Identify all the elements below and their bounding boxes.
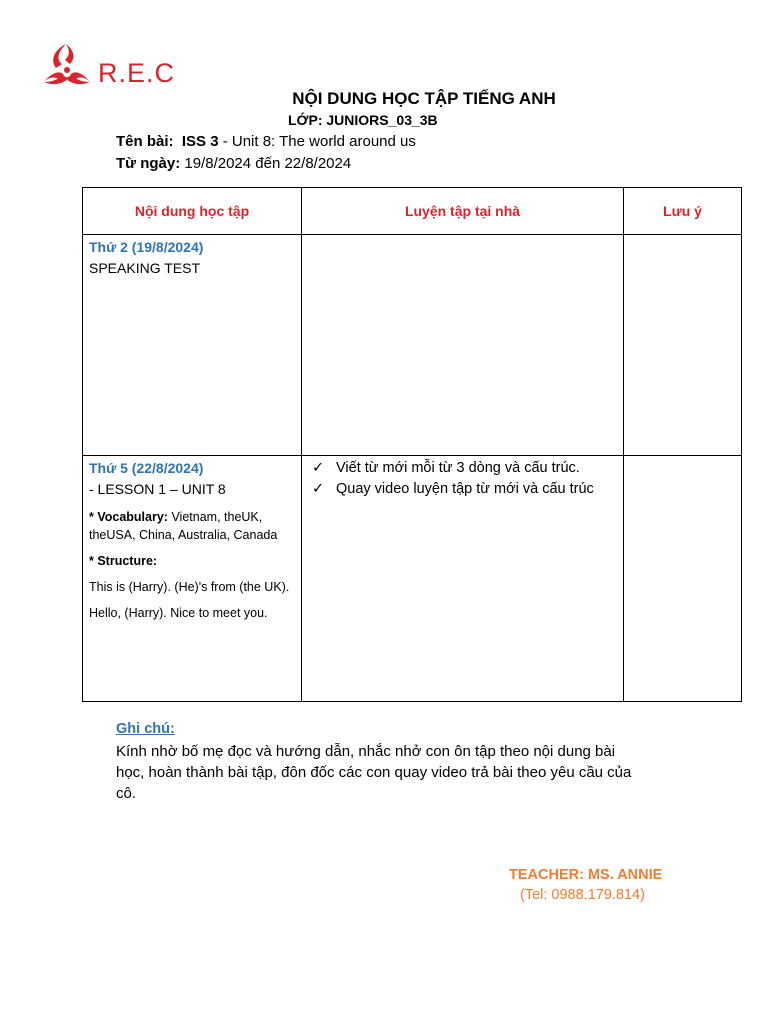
checkmark-icon: ✓	[312, 460, 325, 476]
day-label: Thứ 2 (19/8/2024)	[89, 239, 204, 255]
page-title: NỘI DUNG HỌC TẬP TIẾNG ANH	[292, 89, 556, 108]
structure-line: Hello, (Harry). Nice to meet you.	[89, 606, 268, 620]
day-label: Thứ 5 (22/8/2024)	[89, 460, 204, 476]
notes-label: Ghi chú:	[116, 721, 175, 737]
header-note: Lưu ý	[624, 188, 742, 235]
date-value: 19/8/2024 đến 22/8/2024	[180, 155, 352, 172]
practice-cell	[302, 235, 624, 456]
practice-item: ✓ Viết từ mới mỗi từ 3 dòng và cấu trúc.	[308, 458, 617, 479]
vocab-label: * Vocabulary:	[89, 510, 168, 524]
table-header-row	[83, 188, 742, 235]
content-text: - LESSON 1 – UNIT 8	[89, 481, 226, 497]
study-plan-table	[82, 187, 742, 702]
notes-body: Kính nhờ bố mẹ đọc và hướng dẫn, nhắc nhở con ôn tập theo nội dung bài học, hoàn thành bài tập, đôn đốc các con quay video trả bài theo yêu cầu của cô.	[116, 743, 632, 802]
teacher-phone: (Tel: 0988.179.814)	[520, 887, 645, 903]
table-row	[83, 235, 742, 456]
date-line	[116, 155, 351, 172]
structure-line: This is (Harry). (He)'s from (the UK).	[89, 580, 290, 594]
class-line: LỚP: JUNIORS_03_3B	[288, 112, 438, 128]
header-practice: Luyện tập tại nhà	[302, 188, 624, 235]
note-cell	[624, 235, 742, 456]
content-cell	[83, 235, 302, 456]
content-text: SPEAKING TEST	[89, 260, 200, 276]
header-content: Nội dung học tập	[83, 188, 302, 235]
note-cell	[624, 456, 742, 702]
rec-triskelion-logo	[40, 42, 94, 88]
checkmark-icon: ✓	[312, 481, 325, 497]
lesson-title: - Unit 8: The world around us	[218, 133, 416, 150]
teacher-name: TEACHER: MS. ANNIE	[509, 867, 663, 883]
lesson-line	[116, 133, 416, 150]
practice-item: ✓ Quay video luyện tập từ mới và cấu trúc	[308, 479, 617, 500]
vocab-text: Vietnam, theUK, theUSA, China, Australia, Canada	[89, 510, 278, 542]
logo-text: R.E.C	[98, 58, 176, 88]
practice-cell	[302, 456, 624, 702]
lesson-code: ISS 3	[181, 133, 219, 150]
lesson-label: Tên bài:	[116, 133, 174, 150]
content-cell	[83, 456, 302, 702]
structure-label: * Structure:	[89, 554, 158, 568]
rec-logo	[40, 42, 190, 92]
date-label: Từ ngày:	[116, 155, 181, 172]
table-row	[83, 456, 742, 702]
vocabulary	[89, 508, 295, 544]
